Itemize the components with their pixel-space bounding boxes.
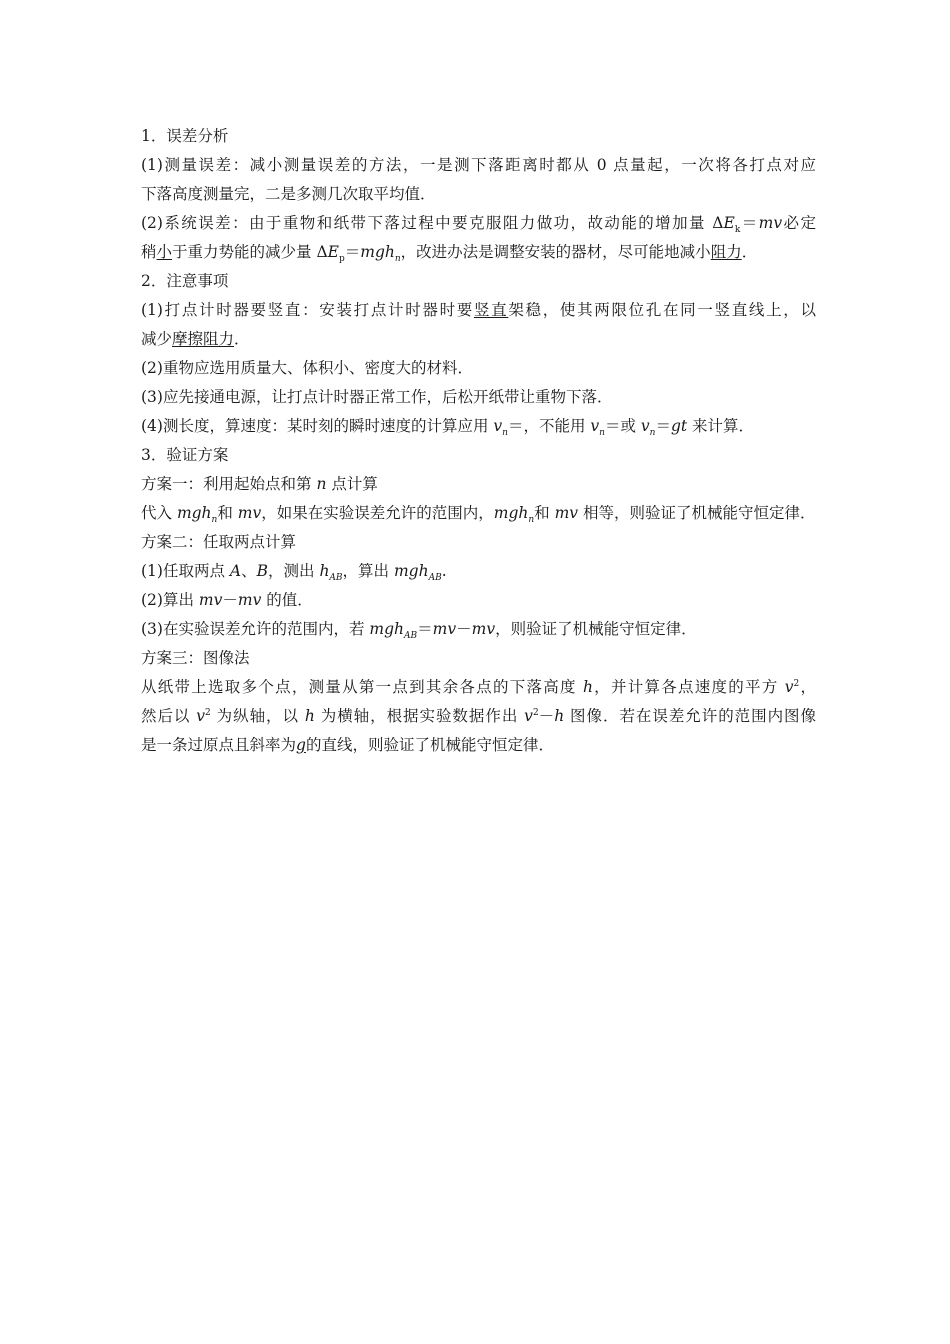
plan-2-step-1: (1)任取两点 A、B，测出 $h_{AB}$，算出 mgh$_{AB}$. xyxy=(141,562,447,584)
paragraph-measurement-error-cont: 下落高度测量完，二是多测几次取平均值． xyxy=(141,185,436,203)
plan-2-step-3: (3)在实验误差允许的范围内，若 mgh$_{AB}$＝mv－mv，则验证了机械能守恒定律． xyxy=(141,620,697,642)
section-title-error-analysis: 1．误差分析 xyxy=(141,127,229,145)
underlined-answer: 小 xyxy=(156,243,173,261)
plan-1-title: 方案一：利用起始点和第 n 点计算 xyxy=(141,475,378,493)
underlined-answer: 摩擦阻力 xyxy=(172,330,235,348)
section-title-verification: 3．验证方案 xyxy=(141,446,229,464)
document-body xyxy=(141,122,816,760)
plan-3-body-cont: 然后以 $v^2$ 为纵轴，以 h 为横轴，根据实验数据作出 $v^2-h$ 图像．若在误差允许的范围内图像 xyxy=(141,707,817,725)
plan-1-body: 代入 mgh$_n$和 mv，如果在实验误差允许的范围内，mgh$_n$和 mv 相等，则验证了机械能守恒定律． xyxy=(141,504,816,526)
underlined-answer: 阻力 xyxy=(710,243,742,261)
plan-2-step-2: (2)算出 mv－mv 的值． xyxy=(141,591,313,609)
paragraph-precaution-2: (2)重物应选用质量大、体积小、密度大的材料． xyxy=(141,359,473,377)
paragraph-precaution-3: (3)应先接通电源，让打点计时器正常工作，后松开纸带让重物下落． xyxy=(141,388,613,406)
paragraph-system-error: (2)系统误差：由于重物和纸带下落过程中要克服阻力做功，故动能的增加量 $\Delta E_k=mv$必定 xyxy=(141,214,816,236)
plan-3-title: 方案三：图像法 xyxy=(141,649,250,667)
plan-2-title: 方案二：任取两点计算 xyxy=(141,533,297,551)
section-title-precautions: 2．注意事项 xyxy=(141,272,229,290)
plan-3-body-end: 是一条过原点且斜率为g的直线，则验证了机械能守恒定律． xyxy=(141,736,554,754)
paragraph-precaution-1-cont: 减少摩擦阻力． xyxy=(141,330,250,348)
paragraph-precaution-4: (4)测长度，算速度：某时刻的瞬时速度的计算应用 $v_n=$，不能用 $v_n=$或 $v_n=gt$ 来计算． xyxy=(141,417,755,439)
underlined-answer: g xyxy=(296,736,306,754)
paragraph-precaution-1: (1)打点计时器要竖直：安装打点计时器时要竖直架稳，使其两限位孔在同一竖直线上，以 xyxy=(141,301,816,319)
underlined-answer: 竖直 xyxy=(473,301,509,319)
paragraph-system-error-cont: 稍小于重力势能的减少量 $\Delta E_p=mgh_n$，改进办法是调整安装的器材，尽可能地减小阻力． xyxy=(141,243,758,265)
plan-3-body: 从纸带上选取多个点，测量从第一点到其余各点的下落高度 h，并计算各点速度的平方 $v^2$， xyxy=(141,678,816,696)
paragraph-measurement-error: (1)测量误差：减小测量误差的方法，一是测下落距离时都从 0 点量起，一次将各打点对应 xyxy=(141,156,816,174)
